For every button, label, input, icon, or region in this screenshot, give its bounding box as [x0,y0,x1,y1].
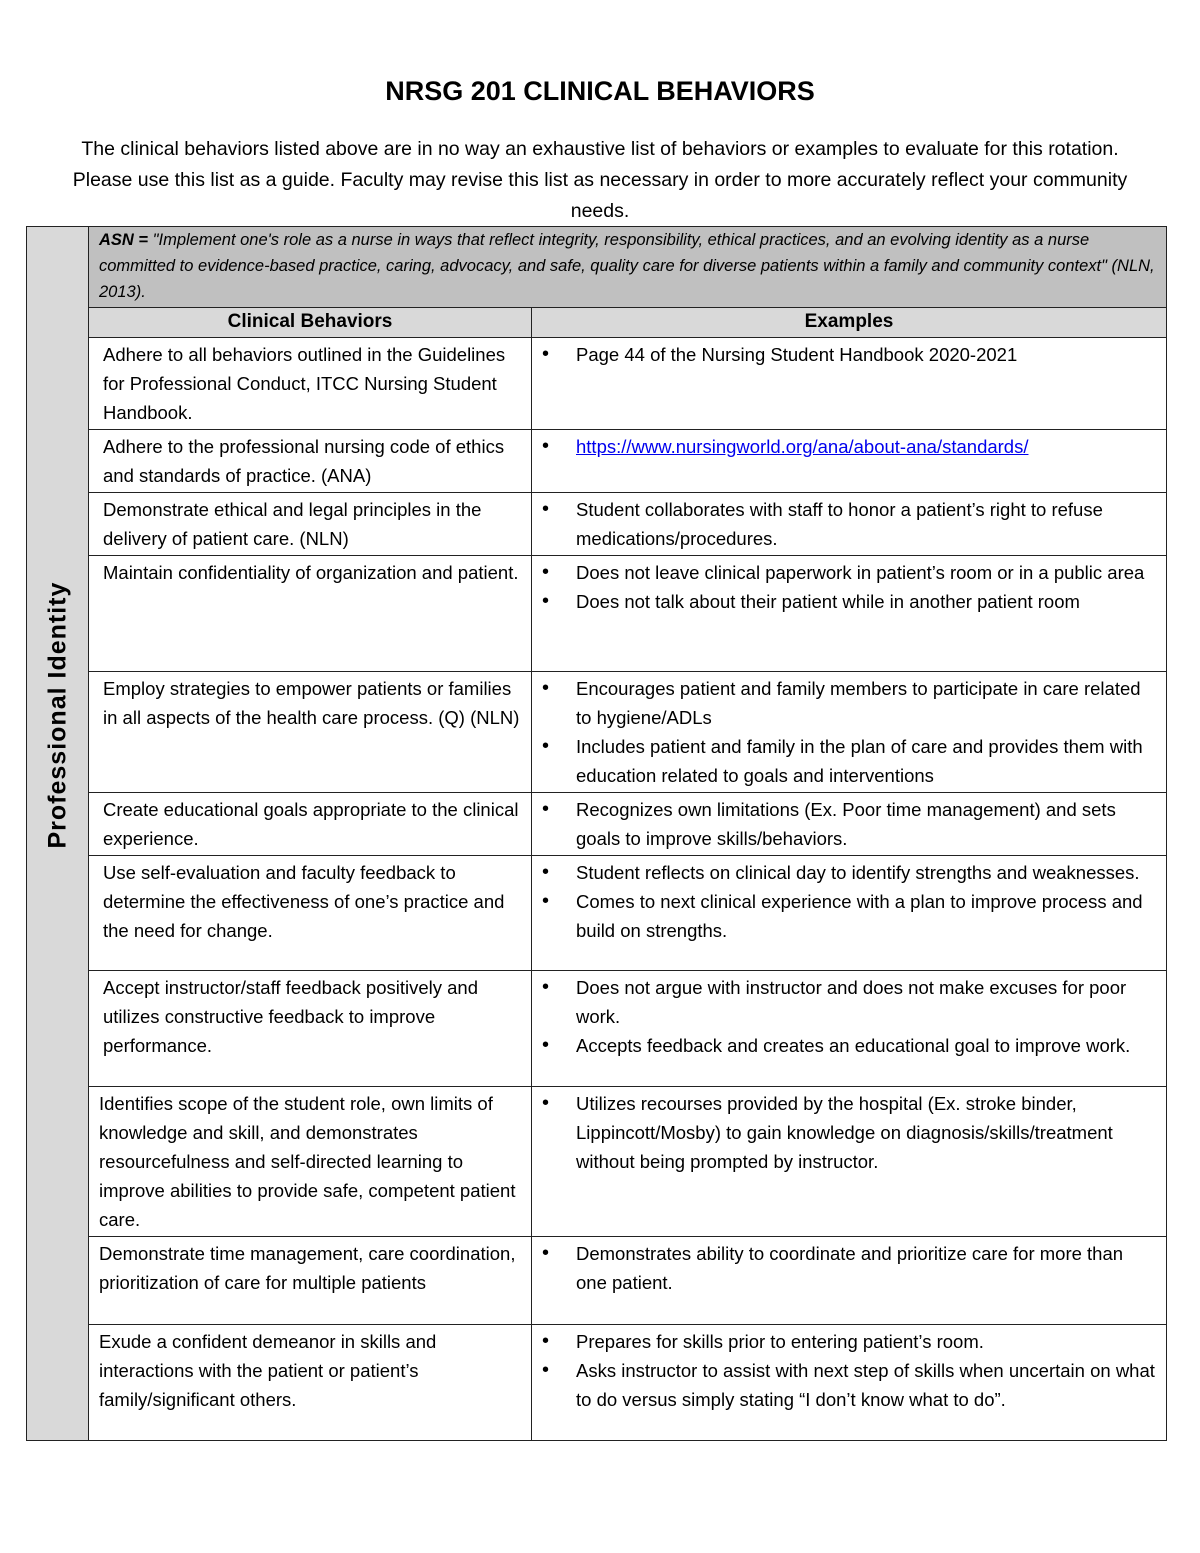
table-row [27,971,1167,1087]
example-item: • Asks instructor to assist with next step of skills when uncertain on what to do versus simply stating “I don’t know what to do”. [546,1356,1156,1414]
table-row [27,430,1167,493]
examples-cell [532,1087,1167,1237]
behavior-cell: Accept instructor/staff feedback positively and utilizes constructive feedback to improve performance. [89,971,532,1087]
header-examples: Examples [532,308,1167,338]
example-item: • Includes patient and family in the plan of care and provides them with education related to goals and interventions [546,732,1156,790]
behavior-cell: Use self-evaluation and faculty feedback to determine the effectiveness of one’s practice and the need for change. [89,856,532,971]
example-item: • Does not leave clinical paperwork in patient’s room or in a public area [546,558,1156,587]
table-row [27,1087,1167,1237]
examples-cell [532,493,1167,556]
table-row [27,793,1167,856]
behavior-cell: Maintain confidentiality of organization and patient. [89,556,532,672]
asn-definition [89,227,1167,308]
header-clinical-behaviors: Clinical Behaviors [89,308,532,338]
examples-cell [532,1325,1167,1441]
example-item: • Page 44 of the Nursing Student Handbook 2020-2021 [546,340,1156,369]
page-title: NRSG 201 CLINICAL BEHAVIORS [385,76,815,106]
example-item: • Prepares for skills prior to entering patient’s room. [546,1327,1156,1356]
behavior-cell: Demonstrate ethical and legal principles in the delivery of patient care. (NLN) [89,493,532,556]
example-item: • Demonstrates ability to coordinate and prioritize care for more than one patient. [546,1239,1156,1297]
examples-cell [532,430,1167,493]
example-item: • Student collaborates with staff to honor a patient’s right to refuse medications/procedures. [546,495,1156,553]
behavior-cell: Adhere to the professional nursing code of ethics and standards of practice. (ANA) [89,430,532,493]
examples-cell [532,793,1167,856]
example-item: • Utilizes recourses provided by the hospital (Ex. stroke binder, Lippincott/Mosby) to gain knowledge on diagnosis/skills/treatment without being prompted by instructor. [546,1089,1156,1176]
side-label-cell [27,227,89,1441]
example-item: • Accepts feedback and creates an educational goal to improve work. [546,1031,1156,1060]
side-label: Professional Identity [43,581,72,849]
table-row [27,672,1167,793]
intro-text: The clinical behaviors listed above are in no way an exhaustive list of behaviors or examples to evaluate for this rotation. Please use this list as a guide. Faculty may revise this list as necessary in order to more accurately reflect your community needs. [72,138,1128,222]
table-row [27,1325,1167,1441]
behavior-cell: Create educational goals appropriate to the clinical experience. [89,793,532,856]
examples-cell [532,971,1167,1087]
example-item: • Student reflects on clinical day to identify strengths and weaknesses. [546,858,1156,887]
behavior-cell: Identifies scope of the student role, own limits of knowledge and skill, and demonstrates resourcefulness and self-directed learning to improve abilities to provide safe, competent patient care. [89,1087,532,1237]
behaviors-table [26,226,1167,1441]
table-row [27,493,1167,556]
example-item: • Recognizes own limitations (Ex. Poor time management) and sets goals to improve skills/behaviors. [546,795,1156,853]
standards-link[interactable]: https://www.nursingworld.org/ana/about-ana/standards/ [576,436,1029,457]
examples-cell [532,856,1167,971]
table-row [27,556,1167,672]
example-item: • Comes to next clinical experience with a plan to improve process and build on strengths. [546,887,1156,945]
behavior-cell: Demonstrate time management, care coordination, prioritization of care for multiple patients [89,1237,532,1325]
examples-cell [532,556,1167,672]
example-item: • Does not argue with instructor and does not make excuses for poor work. [546,973,1156,1031]
example-item: • Encourages patient and family members to participate in care related to hygiene/ADLs [546,674,1156,732]
asn-text: "Implement one's role as a nurse in ways that reflect integrity, responsibility, ethical practices, and an evolving identity as a nurse committed to evidence-based practice, caring, advocacy, and safe, quality care for diverse patients within a family and community context" (NLN, 2013). [99,231,1155,301]
behavior-cell: Exude a confident demeanor in skills and interactions with the patient or patient’s family/significant others. [89,1325,532,1441]
table-row [27,856,1167,971]
example-item [546,432,1156,461]
table-row [27,1237,1167,1325]
behavior-cell: Employ strategies to empower patients or families in all aspects of the health care process. (Q) (NLN) [89,672,532,793]
examples-cell [532,1237,1167,1325]
examples-cell [532,338,1167,430]
examples-cell [532,672,1167,793]
asn-label: ASN = [99,231,149,249]
example-item: • Does not talk about their patient while in another patient room [546,587,1156,616]
behavior-cell: Adhere to all behaviors outlined in the Guidelines for Professional Conduct, ITCC Nursing Student Handbook. [89,338,532,430]
table-row [27,338,1167,430]
